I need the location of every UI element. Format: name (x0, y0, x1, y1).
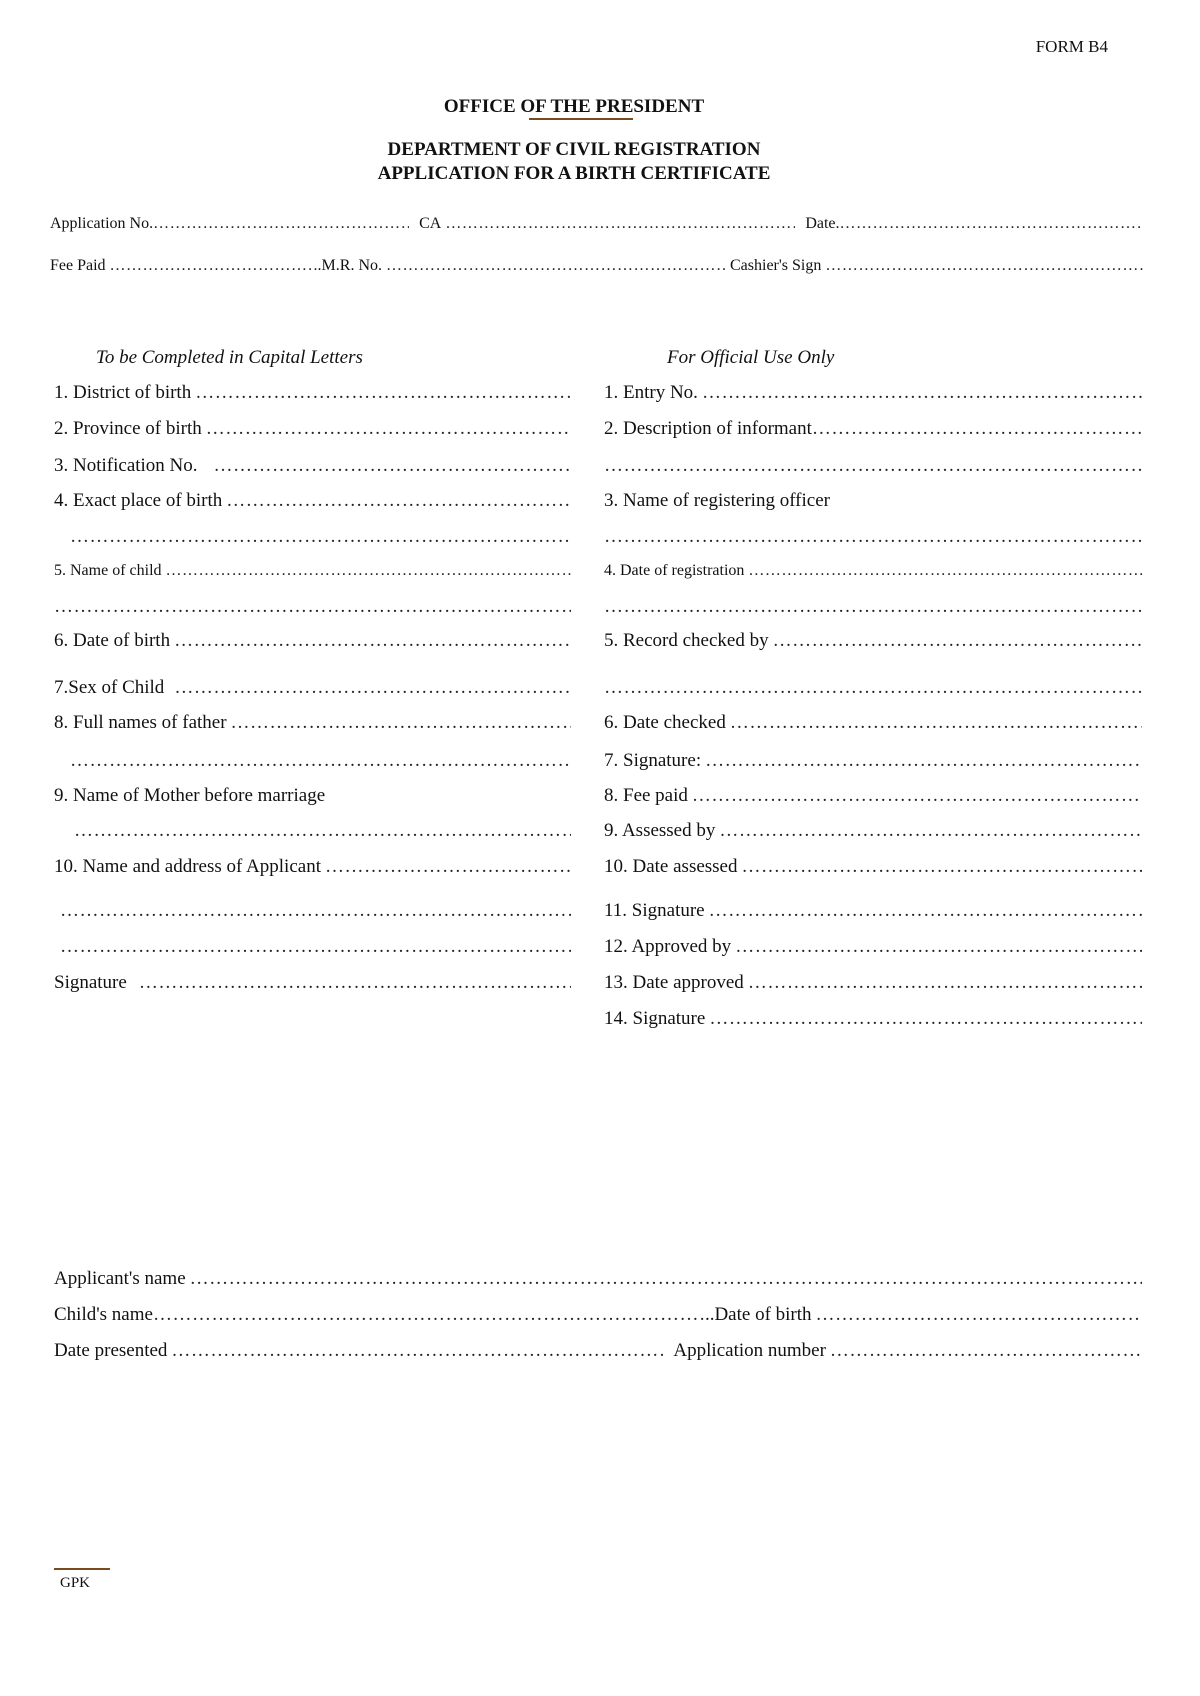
child-name-input-line-2[interactable] (54, 596, 571, 618)
official-checked-by-continuation (604, 677, 1142, 699)
signature-11-input[interactable] (709, 900, 1142, 922)
application-title: APPLICATION FOR A BIRTH CERTIFICATE (377, 163, 771, 184)
department-title: DEPARTMENT OF CIVIL REGISTRATION (387, 139, 761, 160)
entry-no-label: 1. Entry No. (604, 382, 698, 403)
date-assessed-label: 10. Date assessed (604, 856, 738, 877)
date-approved-label: 13. Date approved (604, 972, 744, 993)
sex-input[interactable] (174, 677, 571, 699)
reg-date-input-line-2[interactable] (604, 596, 1142, 618)
official-registering-officer (604, 490, 1142, 512)
slip-child-name-input[interactable] (153, 1304, 705, 1326)
mother-input[interactable] (74, 820, 571, 842)
application-no-label: Application No. (50, 215, 154, 232)
field-mother (54, 785, 571, 807)
father-label: 8. Full names of father (54, 712, 227, 733)
field-province-of-birth (54, 418, 571, 440)
field-father (54, 712, 571, 734)
informant-label: 2. Description of informant (604, 418, 812, 439)
date-checked-input[interactable] (730, 712, 1142, 734)
mother-label: 9. Name of Mother before marriage (54, 785, 326, 806)
dob-label: 6. Date of birth (54, 630, 171, 651)
slip-dob-label: ..Date of birth (704, 1304, 812, 1325)
place-label: 4. Exact place of birth (54, 490, 223, 511)
admin-row-2 (50, 258, 1143, 274)
official-registering-officer-continuation (604, 526, 1142, 548)
checked-by-input-line-2[interactable] (604, 677, 1142, 699)
right-column-heading: For Official Use Only (667, 347, 835, 368)
official-informant-continuation (604, 455, 1142, 477)
official-date-assessed (604, 856, 1142, 878)
official-registration-date (604, 562, 1142, 580)
signature-label: Signature (54, 972, 127, 993)
cashier-sign-label: Cashier's Sign (730, 257, 822, 274)
field-father-continuation (70, 750, 571, 772)
footer-rule (54, 1568, 110, 1570)
applicant-input-line-3[interactable] (60, 936, 571, 958)
approved-by-input[interactable] (735, 936, 1142, 958)
admin-row-1 (50, 216, 1143, 232)
slip-application-number-label: Application number (673, 1340, 826, 1361)
field-date-of-birth (54, 630, 571, 652)
signature-14-input[interactable] (709, 1008, 1142, 1030)
date-checked-label: 6. Date checked (604, 712, 726, 733)
notification-label: 3. Notification No. (54, 455, 198, 476)
application-no-field[interactable] (153, 216, 409, 232)
signature-14-label: 14. Signature (604, 1008, 706, 1029)
district-input[interactable] (195, 382, 571, 404)
slip-applicant-name-input[interactable] (190, 1268, 1142, 1290)
official-assessed-by (604, 820, 1142, 842)
fee-paid-field[interactable] (106, 258, 318, 274)
official-signature-11 (604, 900, 1142, 922)
left-column-heading: To be Completed in Capital Letters (96, 347, 363, 368)
reg-date-label: 4. Date of registration (604, 562, 745, 579)
approved-by-label: 12. Approved by (604, 936, 732, 957)
signature-11-label: 11. Signature (604, 900, 705, 921)
informant-input[interactable] (812, 418, 1142, 440)
child-name-input[interactable] (166, 562, 571, 580)
mr-no-field[interactable] (382, 258, 726, 274)
official-entry-no (604, 382, 1142, 404)
field-district-of-birth (54, 382, 571, 404)
slip-applicant-name-label: Applicant's name (54, 1268, 186, 1289)
notification-input[interactable] (214, 455, 571, 477)
slip-child-name-label: Child's name (54, 1304, 153, 1325)
official-date-checked (604, 712, 1142, 734)
field-place-continuation (70, 526, 571, 548)
signature-7-input[interactable] (705, 750, 1142, 772)
field-applicant-line-3 (60, 936, 571, 958)
date-field[interactable] (840, 216, 1143, 232)
field-notification-no (54, 455, 571, 477)
official-fee-paid (604, 785, 1142, 807)
date-approved-input[interactable] (748, 972, 1142, 994)
official-approved-by (604, 936, 1142, 958)
assessed-by-input[interactable] (719, 820, 1142, 842)
reg-date-input[interactable] (748, 562, 1142, 580)
place-input[interactable] (226, 490, 571, 512)
place-input-line-2[interactable] (70, 526, 571, 548)
slip-date-presented-label: Date presented (54, 1340, 168, 1361)
field-applicant (54, 856, 571, 878)
official-registration-date-continuation (604, 596, 1142, 618)
date-assessed-input[interactable] (742, 856, 1143, 878)
footer-code: GPK (60, 1575, 91, 1591)
signature-input[interactable] (139, 972, 571, 994)
reg-officer-label: 3. Name of registering officer (604, 490, 830, 511)
checked-by-label: 5. Record checked by (604, 630, 769, 651)
official-signature-7 (604, 750, 1142, 772)
field-name-of-child-continuation (54, 596, 571, 618)
ca-label: CA (419, 215, 442, 232)
dob-input[interactable] (174, 630, 571, 652)
mr-no-label: .M.R. No. (317, 257, 382, 274)
applicant-input-line-2[interactable] (60, 900, 571, 922)
field-name-of-child (54, 562, 571, 580)
form-code: FORM B4 (1035, 37, 1108, 56)
fee-paid-official-input[interactable] (692, 785, 1142, 807)
official-informant (604, 418, 1142, 440)
reg-officer-input[interactable] (604, 526, 1142, 548)
official-signature-14 (604, 1008, 1142, 1030)
province-input[interactable] (206, 418, 571, 440)
slip-application-number-input[interactable] (830, 1340, 1142, 1362)
father-input[interactable] (231, 712, 571, 734)
field-sex-of-child (54, 677, 571, 699)
applicant-label: 10. Name and address of Applicant (54, 856, 321, 877)
slip-presented-row (54, 1340, 1142, 1362)
province-label: 2. Province of birth (54, 418, 202, 439)
signature-7-label: 7. Signature: (604, 750, 702, 771)
official-checked-by (604, 630, 1142, 652)
title-underline (529, 118, 633, 120)
slip-applicant-name (54, 1268, 1142, 1290)
sex-label: 7.Sex of Child (54, 677, 165, 698)
slip-date-presented-input[interactable] (171, 1340, 665, 1362)
field-exact-place-of-birth (54, 490, 571, 512)
office-title: OFFICE OF THE PRESIDENT (443, 96, 705, 117)
official-date-approved (604, 972, 1142, 994)
child-name-label: 5. Name of child (54, 562, 162, 579)
slip-dob-input[interactable] (816, 1304, 1142, 1326)
field-signature (54, 972, 571, 994)
district-label: 1. District of birth (54, 382, 192, 403)
field-mother-continuation (74, 820, 571, 842)
father-input-line-2[interactable] (70, 750, 571, 772)
applicant-input[interactable] (325, 856, 571, 878)
entry-no-input[interactable] (702, 382, 1142, 404)
cashier-sign-field[interactable] (821, 258, 1143, 274)
fee-paid-official-label: 8. Fee paid (604, 785, 688, 806)
ca-field[interactable] (441, 216, 795, 232)
date-label: Date. (805, 215, 840, 232)
field-applicant-line-2 (60, 900, 571, 922)
assessed-by-label: 9. Assessed by (604, 820, 716, 841)
fee-paid-label: Fee Paid (50, 257, 106, 274)
slip-child-row (54, 1304, 1142, 1326)
informant-input-line-2[interactable] (604, 455, 1142, 477)
checked-by-input[interactable] (773, 630, 1142, 652)
